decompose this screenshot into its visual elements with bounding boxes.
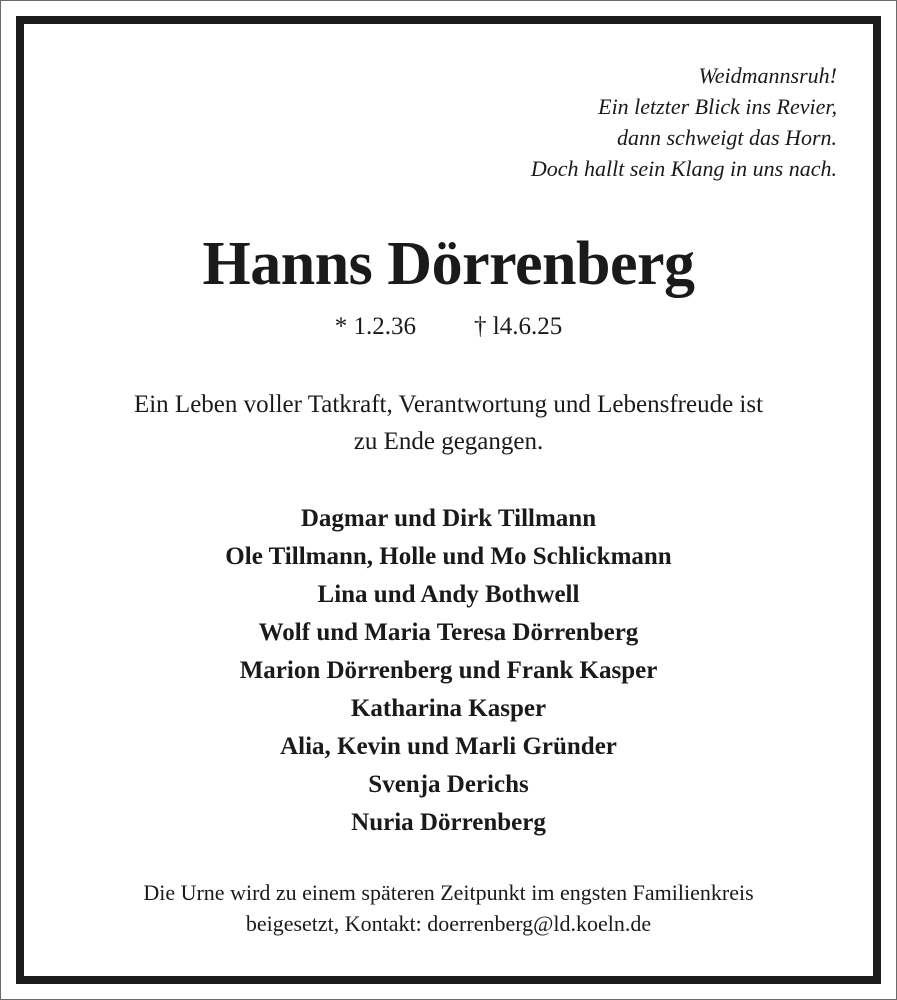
life-dates xyxy=(0,311,897,343)
mourner-entry: Lina und Andy Bothwell xyxy=(317,581,580,608)
mourner-entry: Dagmar und Dirk Tillmann xyxy=(300,505,597,532)
mourner-entry: Nuria Dörrenberg xyxy=(351,809,546,836)
burial-notice xyxy=(60,877,837,939)
poem-line: Doch hallt sein Klang in uns nach. xyxy=(530,156,837,181)
mourner-entry: Marion Dörrenberg und Frank Kasper xyxy=(239,657,658,684)
notice-line: beigesetzt, Kontakt: doerrenberg@ld.koeln.de xyxy=(245,911,652,936)
mourner-entry: Alia, Kevin und Marli Gründer xyxy=(280,733,617,760)
mourner-entry: Katharina Kasper xyxy=(350,695,547,722)
memorial-poem xyxy=(531,60,837,184)
poem-line: Ein letzter Blick ins Revier, xyxy=(598,94,837,119)
tribute-line: zu Ende gegangen. xyxy=(353,428,544,455)
tribute-text xyxy=(60,386,837,460)
mourner-entry: Ole Tillmann, Holle und Mo Schlickmann xyxy=(225,543,672,570)
mourners-list xyxy=(0,500,897,842)
notice-line: Die Urne wird zu einem späteren Zeitpunkt im engsten Familienkreis xyxy=(143,880,754,905)
tribute-line: Ein Leben voller Tatkraft, Verantwortung und Lebensfreude ist xyxy=(133,391,764,418)
mourner-entry: Wolf und Maria Teresa Dörrenberg xyxy=(258,619,639,646)
poem-line: Weidmannsruh! xyxy=(698,63,837,88)
deceased-name: Hanns Dörrenberg xyxy=(202,230,695,298)
mourner-entry: Svenja Derichs xyxy=(368,771,529,798)
poem-line: dann schweigt das Horn. xyxy=(617,125,837,150)
death-date: † l4.6.25 xyxy=(474,313,563,340)
birth-date: * 1.2.36 xyxy=(334,313,417,340)
